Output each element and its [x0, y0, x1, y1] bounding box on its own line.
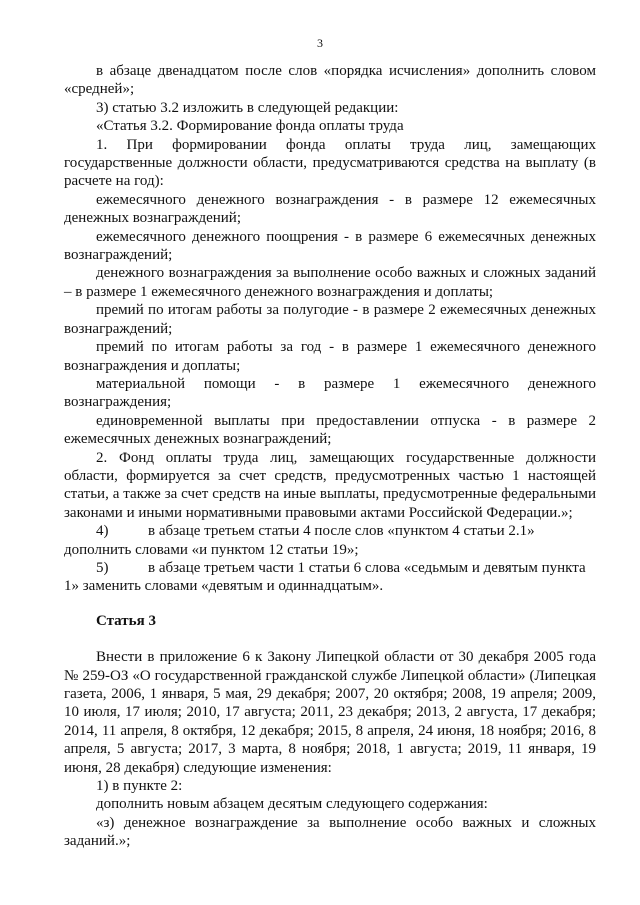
paragraph: премий по итогам работы за полугодие - в размере 2 ежемесячных денежных вознаграждений;	[64, 302, 596, 337]
paragraph: 2. Фонд оплаты труда лиц, замещающих государственные должности области, формируется за счет средств, предусмотренных частью 1 настоящей статьи, а также за счет средств на иные выплаты, предусмотренные федеральными законами и иными нормативными правовыми актами Российской Федерации.»;	[64, 449, 596, 521]
list-item-5	[64, 559, 596, 577]
paragraph: 1) в пункте 2:	[96, 778, 183, 795]
paragraph: Внести в приложение 6 к Закону Липецкой области от 30 декабря 2005 года № 259-ОЗ «О государственной гражданской службе Липецкой области» (Липецкая газета, 2006, 1 января, 5 мая, 29 декабря; 2007, 20 октября; 2008, 19 апреля; 2009, 10 июля, 17 июля; 2010, 17 августа; 2011, 23 декабря; 2013, 2 августа, 17 декабря; 2014, 11 апреля, 8 октября, 12 декабря; 2015, 8 апреля, 24 июня, 18 ноября; 2016, 8 апреля, 5 августа; 2017, 3 марта, 8 ноября; 2018, 1 августа; 2019, 11 января, 19 июня, 28 декабря) следующие изменения:	[64, 649, 596, 776]
list-item-4	[64, 522, 596, 540]
paragraph: ежемесячного денежного вознаграждения - в размере 12 ежемесячных денежных вознаграждений;	[64, 191, 596, 227]
paragraph: «з) денежное вознаграждение за выполнение особо важных и сложных заданий.»;	[64, 814, 596, 850]
paragraph: 3) статью 3.2 изложить в следующей редакции:	[96, 99, 399, 116]
paragraph: единовременной выплаты при предоставлении отпуска - в размере 2 ежемесячных денежных вознаграждений;	[64, 412, 596, 448]
paragraph: «Статья 3.2. Формирование фонда оплаты труда	[96, 118, 404, 135]
paragraph: материальной помощи - в размере 1 ежемесячного денежного вознаграждения;	[64, 375, 596, 411]
list-item-text: в абзаце третьем части 1 статьи 6 слова «седьмым и девятым пункта	[148, 559, 586, 576]
list-item-continuation: дополнить словами «и пунктом 12 статьи 19»;	[64, 541, 359, 558]
paragraph: ежемесячного денежного поощрения - в размере 6 ежемесячных денежных вознаграждений;	[64, 228, 596, 264]
list-item-number: 4)	[96, 523, 109, 540]
paragraph: 1. При формировании фонда оплаты труда лиц, замещающих государственные должности области, предусматриваются средства на выплату (в расчете на год):	[64, 136, 596, 190]
list-item-number: 5)	[96, 559, 109, 576]
paragraph: денежного вознаграждения за выполнение особо важных и сложных заданий – в размере 1 ежемесячного денежного вознаграждения и доплаты;	[64, 265, 596, 300]
paragraph: премий по итогам работы за год - в размере 1 ежемесячного денежного вознаграждения и доплаты;	[64, 339, 596, 374]
paragraph: дополнить новым абзацем десятым следующего содержания:	[96, 796, 488, 813]
page-number: 3	[317, 36, 323, 50]
list-item-continuation: 1» заменить словами «девятым и одиннадцатым».	[64, 578, 384, 595]
list-item-text: в абзаце третьем статьи 4 после слов «пунктом 4 статьи 2.1»	[148, 523, 535, 540]
document-body	[64, 62, 596, 851]
paragraph: в абзаце двенадцатом после слов «порядка исчисления» дополнить словом «средней»;	[64, 63, 596, 98]
article-heading: Статья 3	[96, 612, 156, 629]
